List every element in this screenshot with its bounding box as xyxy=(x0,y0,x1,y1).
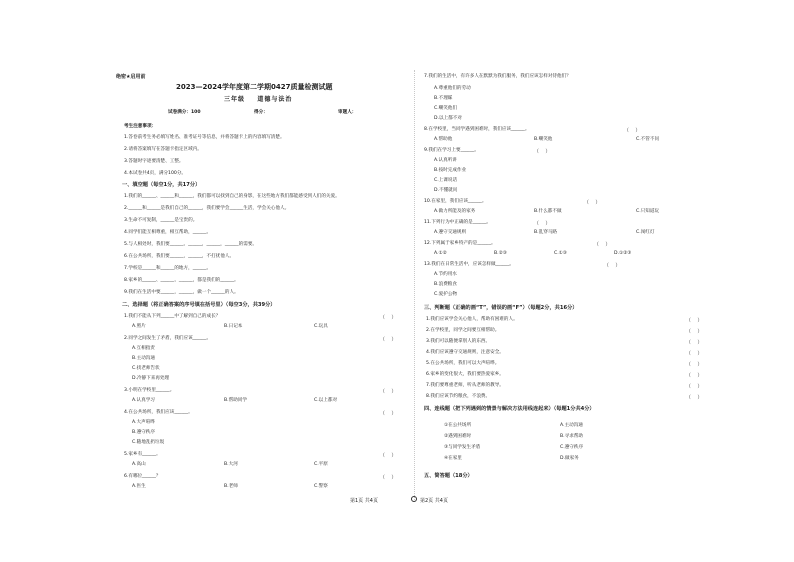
judge-item: 2.在学校里，同学之间要互相帮助。 xyxy=(426,328,500,333)
answer-paren: （ ） xyxy=(380,475,397,481)
option: A.做力所能及的家务 xyxy=(434,209,476,214)
option: B.什么都不做 xyxy=(534,209,562,214)
option: A.遵守交通规则 xyxy=(434,230,467,235)
option: A.高山 xyxy=(132,462,146,467)
fill-line: 6.在公共场所，我们要______，______，不打扰他人。 xyxy=(124,254,235,259)
page-number-left: 第1页 共4页 xyxy=(350,498,378,504)
answer-paren: （ ） xyxy=(686,373,703,379)
option: C.不管不问 xyxy=(636,137,660,142)
option: C.随地乱扔垃圾 xyxy=(132,440,165,445)
match-right-item: A.主动沟通 xyxy=(560,423,583,428)
option: B.大河 xyxy=(224,462,238,467)
fill-line: 2.______和______是我们自己的______，我们要学会______生活，学会关心他人。 xyxy=(124,206,290,211)
answer-paren: （ ） xyxy=(584,200,601,206)
answer-paren: （ ） xyxy=(380,389,397,395)
subject-label: 道德与法治 xyxy=(257,96,293,103)
answer-paren: （ ） xyxy=(686,340,703,346)
judge-item: 1.我们应该学会关心他人，帮助有困难的人。 xyxy=(426,317,518,322)
reviewer-info: 审题人： xyxy=(338,110,357,115)
fill-line: 7.学校是______和______的地方，______。 xyxy=(124,266,212,271)
answer-paren: （ ） xyxy=(686,318,703,324)
option: C.爱护公物 xyxy=(434,292,458,297)
option: A.互相指责 xyxy=(132,346,155,351)
match-left-item: ②遇到困难时 xyxy=(444,434,472,439)
answer-paren: （ ） xyxy=(534,221,551,227)
answer-paren: （ ） xyxy=(686,351,703,357)
option: D.冷静下来再处理 xyxy=(132,376,170,381)
option: C.闯红灯 xyxy=(636,230,655,235)
option: B.不理睬 xyxy=(434,96,453,101)
scorer-info: 得分： xyxy=(254,110,268,115)
fill-line: 3.生命不可复制，______是宝贵的。 xyxy=(124,218,198,223)
option: D.以上都不对 xyxy=(434,116,462,121)
question: 13.我们在日常生活中，应该怎样做______。 xyxy=(424,262,514,267)
option: A.①② xyxy=(434,251,447,256)
option: D.①②③ xyxy=(614,251,632,256)
grade-subject xyxy=(224,97,292,103)
question: 4.在公共场所，我们应该______。 xyxy=(124,410,193,415)
match-left-item: ①在公共场所 xyxy=(444,423,472,428)
option: C.嘲笑他们 xyxy=(434,106,458,111)
option: C.找老师告状 xyxy=(132,366,160,371)
option: A.大声喧哗 xyxy=(132,420,155,425)
fill-line: 1.我们的______、______和______，我们都可以找到自己的身影，在这些地方我们都能感受到人们的关爱。 xyxy=(124,194,340,199)
option: B.遵守秩序 xyxy=(132,430,155,435)
left-page xyxy=(118,0,408,562)
answer-paren: （ ） xyxy=(604,263,621,269)
option: D.不懂就问 xyxy=(434,188,458,193)
option: A.照片 xyxy=(132,324,146,329)
option: A.医生 xyxy=(132,484,146,489)
score-info: 试卷满分：100 xyxy=(168,110,201,115)
binding-divider xyxy=(414,70,415,500)
judge-item: 7.我们要尊重老师，听从老师的教导。 xyxy=(426,383,504,388)
section4-heading: 四、连线题（把下列遇到的情景与解决方法用线连起来）（每题1分共4分） xyxy=(424,406,595,412)
answer-paren: （ ） xyxy=(686,362,703,368)
option: B.日记本 xyxy=(224,324,243,329)
question: 2.同学之间发生了矛盾，我们应该______。 xyxy=(124,336,212,341)
answer-paren: （ ） xyxy=(380,411,397,417)
answer-paren: （ ） xyxy=(380,315,397,321)
fill-line: 5.与人相处时，我们要______、______，______，______的需要。 xyxy=(124,242,258,247)
question: 6.有哪位______？ xyxy=(124,474,161,479)
option: C.平原 xyxy=(314,462,328,467)
question: 8.在学校里，当同学遇到困难时，我们应该______。 xyxy=(424,127,530,132)
question: 10.在家里，我们应该______。 xyxy=(424,199,487,204)
question: 12.下列属于家乡特产的是______。 xyxy=(424,241,496,246)
right-page xyxy=(420,0,716,562)
question: 9.我们在学习上要______。 xyxy=(424,148,479,153)
exam-title: 2023—2024学年度第二学期0427质量检测试题 xyxy=(176,83,333,91)
option: A.认真听讲 xyxy=(434,158,457,163)
option: A.节约用水 xyxy=(434,272,457,277)
match-right-item: C.遵守秩序 xyxy=(560,445,584,450)
fill-line: 8.家乡的______、______、______，都是我们的______。 xyxy=(124,278,239,283)
match-right-item: B.寻求帮助 xyxy=(560,434,583,439)
confidential-mark: 绝密★启用前 xyxy=(116,74,146,80)
note-item: 1.答卷前考生务必填写姓名、准考证号等信息，并将答题卡上的内容填写清楚。 xyxy=(124,135,285,140)
option: B.主动沟通 xyxy=(132,356,155,361)
answer-paren: （ ） xyxy=(534,149,551,155)
judge-item: 6.家乡的变化很大，我们要热爱家乡。 xyxy=(426,372,504,377)
option: C.①③ xyxy=(554,251,567,256)
judge-item: 8.我们应该节约粮食，不浪费。 xyxy=(426,394,491,399)
binding-hole xyxy=(411,496,417,502)
match-left-item: ④在家里 xyxy=(444,456,462,461)
notes-heading: 考生注意事项： xyxy=(124,124,157,129)
answer-paren: （ ） xyxy=(380,337,397,343)
option: B.②③ xyxy=(494,251,507,256)
match-left-item: ③与同学发生矛盾 xyxy=(444,445,481,450)
judge-item: 3.我们可以随便拿别人的东西。 xyxy=(426,339,491,344)
page-number-right: 第2页 共4页 xyxy=(420,498,448,504)
answer-paren: （ ） xyxy=(594,242,611,248)
option: C.只知道玩 xyxy=(636,209,660,214)
section2-heading: 二、选择题（将正确答案的序号填在括号里）（每空3分，共39分） xyxy=(122,302,276,308)
option: B.乱穿马路 xyxy=(534,230,557,235)
question: 7.我们的生活中，有许多人在默默为我们服务，我们应该怎样对待他们？ xyxy=(424,74,571,79)
option: C.以上都对 xyxy=(314,398,338,403)
option: A.帮助他 xyxy=(434,137,453,142)
option: C.上课说话 xyxy=(434,178,458,183)
fill-line: 4.同学们能互相尊重，相互帮助，______。 xyxy=(124,230,212,235)
option: A.尊重他们的劳动 xyxy=(434,86,471,91)
judge-item: 4.我们应该遵守交通规则，注意安全。 xyxy=(426,350,504,355)
grade-label: 三年级 xyxy=(224,96,246,103)
option: B.帮助同学 xyxy=(224,398,247,403)
option: B.按时完成作业 xyxy=(434,168,467,173)
answer-paren: （ ） xyxy=(624,128,641,134)
option: B.浪费粮食 xyxy=(434,282,457,287)
section1-heading: 一、填空题（每空1分，共17分） xyxy=(122,182,201,188)
judge-item: 5.在公共场所，我们可以大声喧哗。 xyxy=(426,361,500,366)
answer-paren: （ ） xyxy=(686,329,703,335)
match-right-item: D.做家务 xyxy=(560,456,579,461)
question: 1.我们不能从下列______中了解到自己的成长？ xyxy=(124,314,221,319)
question: 11.下列行为中正确的是______。 xyxy=(424,220,492,225)
question: 5.家乡有______。 xyxy=(124,452,161,457)
section5-heading: 五、简答题（18分） xyxy=(424,473,473,479)
option: A.认真学习 xyxy=(132,398,155,403)
note-item: 2.请将答案填写在答题卡指定区域内。 xyxy=(124,147,202,152)
section3-heading: 三、判断题（正确的画“T”，错误的画“F”）（每题2分，共16分） xyxy=(424,305,578,311)
fill-line: 9.我们在生活中要______，______，做一个______的人。 xyxy=(124,290,239,295)
note-item: 3.答题时字迹要清楚、工整。 xyxy=(124,159,184,164)
answer-paren: （ ） xyxy=(686,384,703,390)
question: 3.小明在学校里______。 xyxy=(124,388,175,393)
option: C.警察 xyxy=(314,484,328,489)
answer-paren: （ ） xyxy=(380,453,397,459)
option: B.老师 xyxy=(224,484,238,489)
option: B.嘲笑他 xyxy=(534,137,553,142)
option: C.玩具 xyxy=(314,324,328,329)
note-item: 4.本试卷共4页，满分100分。 xyxy=(124,171,187,176)
answer-paren: （ ） xyxy=(686,395,703,401)
